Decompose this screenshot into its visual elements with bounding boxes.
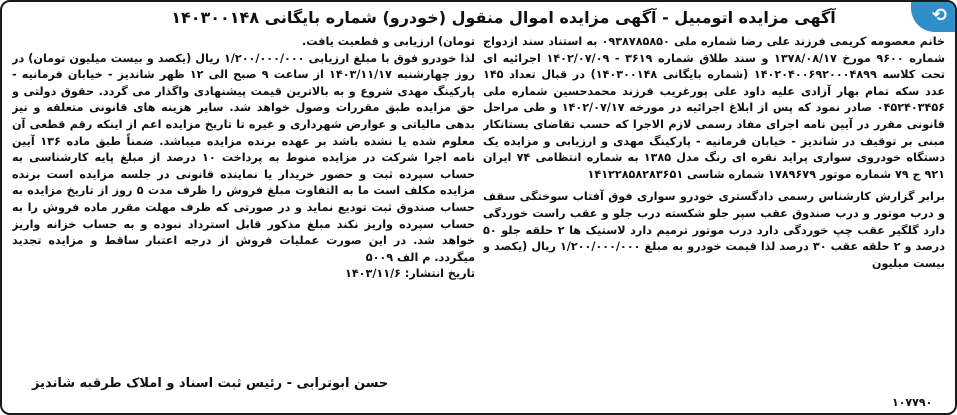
right-column: [483, 34, 945, 374]
left-column: [12, 34, 475, 374]
signature: حسن ابوترابی - رئیس ثبت اسناد و املاک طرقبه شاندیز: [32, 376, 389, 391]
paragraph: تومان) ارزیابی و قطعیت یافت.: [302, 35, 475, 48]
notice-header: [2, 6, 955, 30]
paragraph: برابر گزارش کارشناس رسمی دادگستری خودرو سواری فوق آفتاب سوختگی سقف و درب موتور و درب صندوق عقب سپر جلو شکسته درب جلو و عقب راست خوردگی دارد گلگیر عقب چپ خوردگی دارد درب موتور ترمیم دارد لاستیک ها ۲ حلقه جلو ۵۰ درصد و ۲ حلقه عقب ۳۰ درصد لذا قیمت خودرو به مبلغ ۱/۲۰۰/۰۰۰/۰۰۰ ریال (یکصد و بیست میلیون: [483, 190, 945, 270]
paragraph: لذا خودرو فوق با مبلغ ارزیابی ۱/۲۰۰/۰۰۰/۰۰۰ ریال (یکصد و بیست میلیون تومان) در روز چهارشنبه ۱۴۰۳/۱۱/۱۷ از ساعت ۹ صبح الی ۱۲ ظهر شاندیز - خیابان فرمانیه - پارکینگ مهدی شروع و به بالاترین قیمت پیشنهادی واگذار می گردد. حقوق دولتی و حق مزایده طبق مقررات وصول خواهد شد. سایر هزینه های قانونی متعلقه و نیز بدهی مالیاتی و عوارض شهرداری و غیره تا تاریخ مزایده اعم از اینکه رقم قطعی آن معلوم شده یا نشده باشد بر عهده برنده مزایده میباشد. ضمناً طبق ماده ۱۳۶ آیین نامه اجرا شرکت در مزایده منوط به پرداخت ۱۰ درصد از مبلغ پایه کارشناسی به حساب سپرده ثبت و حضور خریدار یا نماینده قانونی در جلسه مزایده است برنده مزایده مکلف است ما به التفاوت مبلغ فروش را ظرف مدت ۵ روز از تاریخ مزایده به حساب صندوق ثبت تودیع نماید و در صورتی که ظرف مهلت مقرر ماده فروش را به حساب سپرده واریز نکند مبلغ مذکور قابل استرداد نبوده و به حساب خزانه واریز خواهد شد. در این صورت عملیات فروش از درجه اعتبار ساقط و مزایده تجدید میگردد. م الف ۵۰۰۹: [12, 51, 475, 264]
notice-body: [12, 34, 945, 374]
circular-arrows-icon: ⟲: [931, 5, 947, 26]
paragraph: خانم معصومه کریمی فرزند علی رضا شماره ملی ۰۹۳۸۷۸۵۸۵۰ به استناد سند ازدواج شماره ۹۶۰۰ مورخ ۱۳۷۸/۰۸/۱۷ و سند طلاق شماره ۳۶۱۹ - ۱۴۰۲/۰۷/۰۹ اجرائیه ای تحت کلاسه ۱۴۰۲۰۴۰۰۶۹۲۰۰۰۴۸۹۹ (شماره بایگانی ۱۴۰۳۰۰۱۴۸) در قبال تعداد ۱۴۵ عدد سکه تمام بهار آزادی علیه داود علی پورغریب فرزند محمدحسین شماره ملی ۰۴۵۲۴۰۳۴۵۶ صادر نمود که پس از ابلاغ اجرائیه در مورخه ۱۴۰۲/۰۷/۱۷ و طی مراحل قانونی مقرر در آیین نامه اجرای مفاد رسمی لازم الاجرا که حسب تقاضای بستانکار مبنی بر توقیف در شاندیز - خیابان فرمانیه - پارکینگ مهدی و ارزیابی و مزایده یک دستگاه خودروی سواری پراید نقره ای رنگ مدل ۱۳۸۵ به شماره انتظامی ۷۴ ایران ۹۲۱ ج ۷۹ شماره موتور ۱۷۸۹۶۷۹ شماره شاسی ۱۴۱۲۲۸۵۸۲۸۳۶۵۱: [483, 35, 945, 181]
publication-date: تاریخ انتشار: ۱۴۰۳/۱۱/۶: [345, 267, 475, 281]
notice-code: ۱۰۷۷۹۰: [892, 396, 933, 409]
notice-title: آگهی مزایده اتومبیل - آگهی مزایده اموال منقول (خودرو) شماره بایگانی ۱۴۰۳۰۰۱۴۸: [171, 8, 836, 27]
